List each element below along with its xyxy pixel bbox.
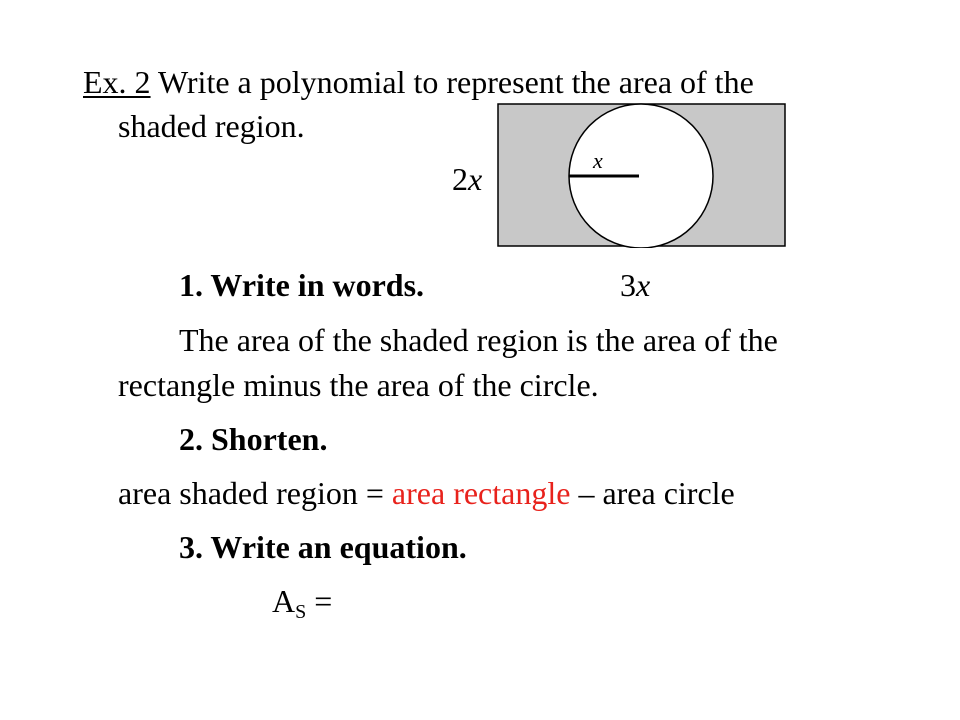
equation-subscript: S — [295, 601, 307, 623]
figure-height-label-variable: x — [468, 161, 483, 197]
shortened-part-2: area rectangle — [391, 475, 571, 511]
sentence-line-2: rectangle minus the area of the circle. — [118, 367, 599, 403]
step-2-heading: 2. Shorten. — [179, 421, 328, 457]
shortened-part-1: area shaded region = — [118, 475, 392, 511]
prompt-line-1 — [83, 64, 754, 100]
prompt-line-2: shaded region. — [118, 108, 305, 144]
figure-height-label-coefficient: 2 — [452, 161, 468, 197]
equation — [272, 583, 332, 624]
example-number: Ex. 2 — [83, 64, 151, 100]
sentence-line-1: The area of the shaded region is the area of the — [179, 322, 778, 358]
radius-label: x — [593, 148, 603, 173]
figure-width-label — [620, 267, 650, 303]
equation-equals: = — [306, 583, 333, 619]
shaded-region-figure — [497, 103, 787, 248]
shortened-part-3: – area circle — [570, 475, 735, 511]
equation-variable: A — [272, 583, 296, 619]
figure-width-label-variable: x — [636, 267, 651, 303]
step-3-heading: 3. Write an equation. — [179, 529, 467, 565]
figure-height-label — [452, 161, 482, 197]
step-1-heading: 1. Write in words. — [179, 267, 425, 303]
shortened-statement — [118, 475, 735, 511]
figure-width-label-coefficient: 3 — [620, 267, 636, 303]
prompt-text: Write a polynomial to represent the area of the — [150, 64, 754, 100]
